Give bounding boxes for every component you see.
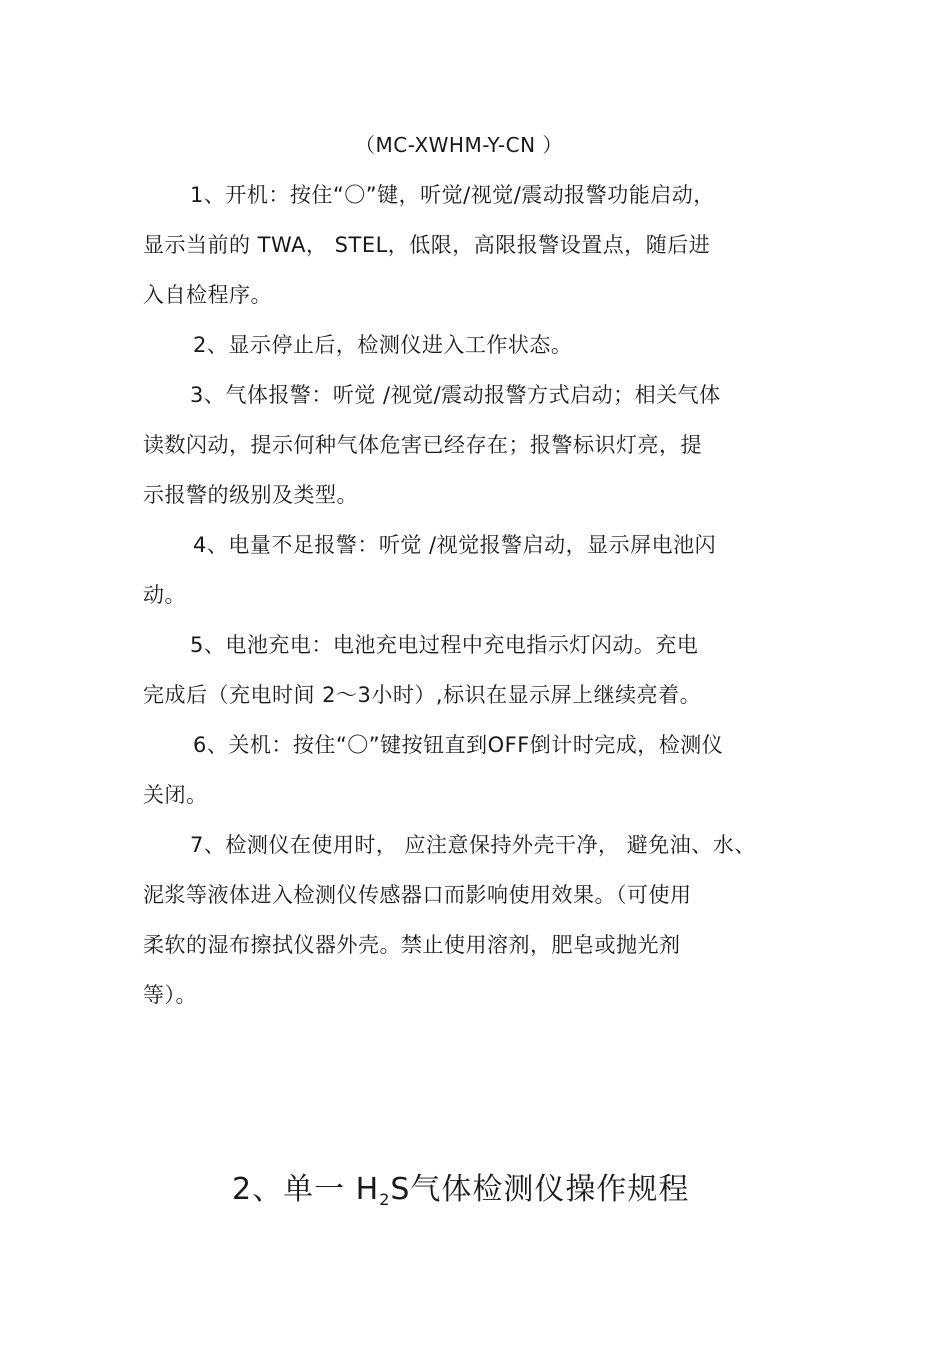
heading-suffix: S气体检测仪操作规程 (390, 1172, 690, 1207)
paragraph-line: 等）。 (143, 983, 197, 1007)
paragraph-line: 2、显示停止后，检测仪进入工作状态。 (193, 333, 573, 357)
model-number: （MC-XWHM-Y-CN ） (355, 133, 563, 157)
paragraph-line: 关闭。 (143, 783, 208, 807)
paragraph-line: 1、开机：按住“〇”键，听觉/视觉/震动报警功能启动， (190, 183, 715, 207)
paragraph-line: 入自检程序。 (143, 283, 272, 307)
paragraph-line: 5、电池充电：电池充电过程中充电指示灯闪动。充电 (190, 633, 699, 657)
paragraph-line: 柔软的湿布擦拭仪器外壳。禁止使用溶剂，肥皂或抛光剂 (143, 933, 681, 957)
paragraph-line: 3、气体报警：听觉 /视觉/震动报警方式启动；相关气体 (190, 383, 721, 407)
paragraph-line: 泥浆等液体进入检测仪传感器口而影响使用效果。（可使用 (143, 883, 692, 907)
heading-subscript: 2 (379, 1190, 391, 1209)
paragraph-line: 6、关机：按住“〇”键按钮直到OFF倒计时完成，检测仪 (193, 733, 724, 757)
paragraph-line: 7、检测仪在使用时， 应注意保持外壳干净， 避免油、水、 (190, 833, 756, 857)
heading-prefix: 2、单一 H (232, 1172, 380, 1207)
paragraph-line: 完成后（充电时间 2～3小时）,标识在显示屏上继续亮着。 (143, 683, 702, 707)
paragraph-line: 动。 (143, 583, 186, 607)
paragraph-line: 显示当前的 TWA， STEL，低限，高限报警设置点，随后进 (143, 233, 711, 257)
paragraph-line: 示报警的级别及类型。 (143, 483, 358, 507)
section-heading (232, 1170, 689, 1214)
paragraph-line: 4、电量不足报警：听觉 /视觉报警启动，显示屏电池闪 (193, 533, 717, 557)
paragraph-line: 读数闪动，提示何种气体危害已经存在；报警标识灯亮，提 (143, 433, 702, 457)
